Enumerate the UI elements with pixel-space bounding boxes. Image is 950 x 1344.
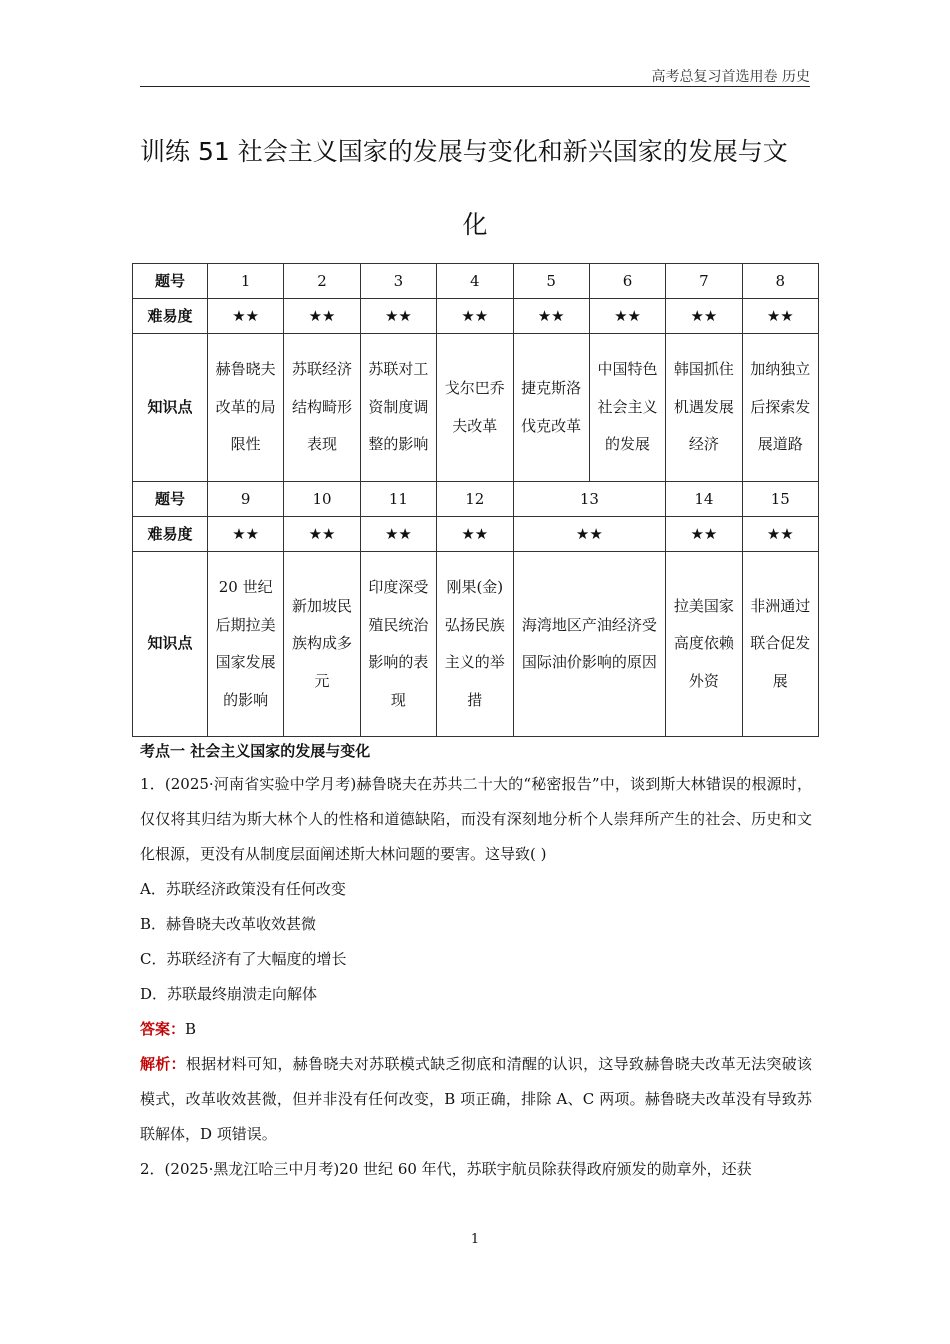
table-row xyxy=(133,264,819,299)
answer-value: B xyxy=(185,1020,197,1038)
question-2-stem: 2．(2025·黑龙江哈三中月考)20 世纪 60 年代，苏联宇航员除获得政府颁发的勋章外，还获 xyxy=(140,1160,752,1178)
answer-line xyxy=(140,1012,812,1047)
knowledge-point: 韩国抓住机遇发展经济 xyxy=(666,334,742,482)
option-c: C．苏联经济有了大幅度的增长 xyxy=(140,950,347,968)
knowledge-point: 非洲通过联合促发展 xyxy=(742,552,818,737)
label-difficulty: 难易度 xyxy=(133,517,208,552)
table-row xyxy=(133,552,819,737)
q-number: 4 xyxy=(437,264,513,299)
q-number: 8 xyxy=(742,264,818,299)
knowledge-point: 印度深受殖民统治影响的表现 xyxy=(360,552,436,737)
label-number: 题号 xyxy=(133,264,208,299)
q-number: 2 xyxy=(284,264,360,299)
section-title: 考点一 社会主义国家的发展与变化 xyxy=(140,742,371,760)
difficulty-stars: ★★ xyxy=(666,299,742,334)
knowledge-point: 20 世纪后期拉美国家发展的影响 xyxy=(208,552,284,737)
option-a: A．苏联经济政策没有任何改变 xyxy=(140,880,346,898)
knowledge-point: 拉美国家高度依赖外资 xyxy=(666,552,742,737)
q-number: 5 xyxy=(513,264,589,299)
knowledge-point: 戈尔巴乔夫改革 xyxy=(437,334,513,482)
page-title-line2: 化 xyxy=(462,210,488,239)
difficulty-stars: ★★ xyxy=(437,299,513,334)
q-number: 11 xyxy=(360,482,436,517)
difficulty-stars: ★★ xyxy=(284,517,360,552)
page-title-line1: 训练 51 社会主义国家的发展与变化和新兴国家的发展与文 xyxy=(140,137,788,166)
knowledge-point: 加纳独立后探索发展道路 xyxy=(742,334,818,482)
difficulty-stars: ★★ xyxy=(589,299,665,334)
difficulty-stars: ★★ xyxy=(742,517,818,552)
q-number: 6 xyxy=(589,264,665,299)
answer-label: 答案： xyxy=(140,1020,186,1038)
q-number: 9 xyxy=(208,482,284,517)
analysis-text: 根据材料可知，赫鲁晓夫对苏联模式缺乏彻底和清醒的认识，这导致赫鲁晓夫改革无法突破该模式，改革收效甚微，但并非没有任何改变，B 项正确，排除 A、C 两项。赫鲁晓夫改革没有导致苏联解体，D 项错误。 xyxy=(140,1055,812,1143)
difficulty-stars: ★★ xyxy=(666,517,742,552)
table-row xyxy=(133,299,819,334)
analysis-label: 解析： xyxy=(140,1055,186,1073)
table-row xyxy=(133,517,819,552)
header-title: 高考总复习首选用卷 历史 xyxy=(651,69,810,85)
question-1 xyxy=(140,767,812,1187)
knowledge-point: 中国特色社会主义的发展 xyxy=(589,334,665,482)
table-row xyxy=(133,482,819,517)
q-number: 13 xyxy=(513,482,666,517)
page-number: 1 xyxy=(470,1232,480,1247)
knowledge-point: 捷克斯洛伐克改革 xyxy=(513,334,589,482)
q-number: 1 xyxy=(208,264,284,299)
header-divider xyxy=(140,86,810,87)
q-number: 3 xyxy=(360,264,436,299)
knowledge-point: 刚果(金)弘扬民族主义的举措 xyxy=(437,552,513,737)
difficulty-stars: ★★ xyxy=(208,517,284,552)
q-number: 7 xyxy=(666,264,742,299)
difficulty-stars: ★★ xyxy=(360,517,436,552)
knowledge-point: 海湾地区产油经济受国际油价影响的原因 xyxy=(513,552,666,737)
analysis-line xyxy=(140,1047,812,1152)
option-b: B．赫鲁晓夫改革收效甚微 xyxy=(140,915,317,933)
difficulty-stars: ★★ xyxy=(742,299,818,334)
difficulty-stars: ★★ xyxy=(284,299,360,334)
q-number: 10 xyxy=(284,482,360,517)
difficulty-stars: ★★ xyxy=(513,299,589,334)
q-number: 15 xyxy=(742,482,818,517)
knowledge-point: 赫鲁晓夫改革的局限性 xyxy=(208,334,284,482)
label-difficulty: 难易度 xyxy=(133,299,208,334)
difficulty-stars: ★★ xyxy=(513,517,666,552)
question-stem: 1．(2025·河南省实验中学月考)赫鲁晓夫在苏共二十大的“秘密报告”中，谈到斯大林错误的根源时，仅仅将其归结为斯大林个人的性格和道德缺陷，而没有深刻地分析个人崇拜所产生的社会、历史和文化根源，更没有从制度层面阐述斯大林问题的要害。这导致( ) xyxy=(140,775,812,863)
knowledge-table xyxy=(132,263,819,737)
label-number: 题号 xyxy=(133,482,208,517)
q-number: 12 xyxy=(437,482,513,517)
difficulty-stars: ★★ xyxy=(437,517,513,552)
knowledge-point: 新加坡民族构成多元 xyxy=(284,552,360,737)
option-d: D．苏联最终崩溃走向解体 xyxy=(140,985,318,1003)
q-number: 14 xyxy=(666,482,742,517)
difficulty-stars: ★★ xyxy=(360,299,436,334)
label-knowledge: 知识点 xyxy=(133,552,208,737)
table-row xyxy=(133,334,819,482)
label-knowledge: 知识点 xyxy=(133,334,208,482)
knowledge-point: 苏联对工资制度调整的影响 xyxy=(360,334,436,482)
difficulty-stars: ★★ xyxy=(208,299,284,334)
knowledge-point: 苏联经济结构畸形表现 xyxy=(284,334,360,482)
